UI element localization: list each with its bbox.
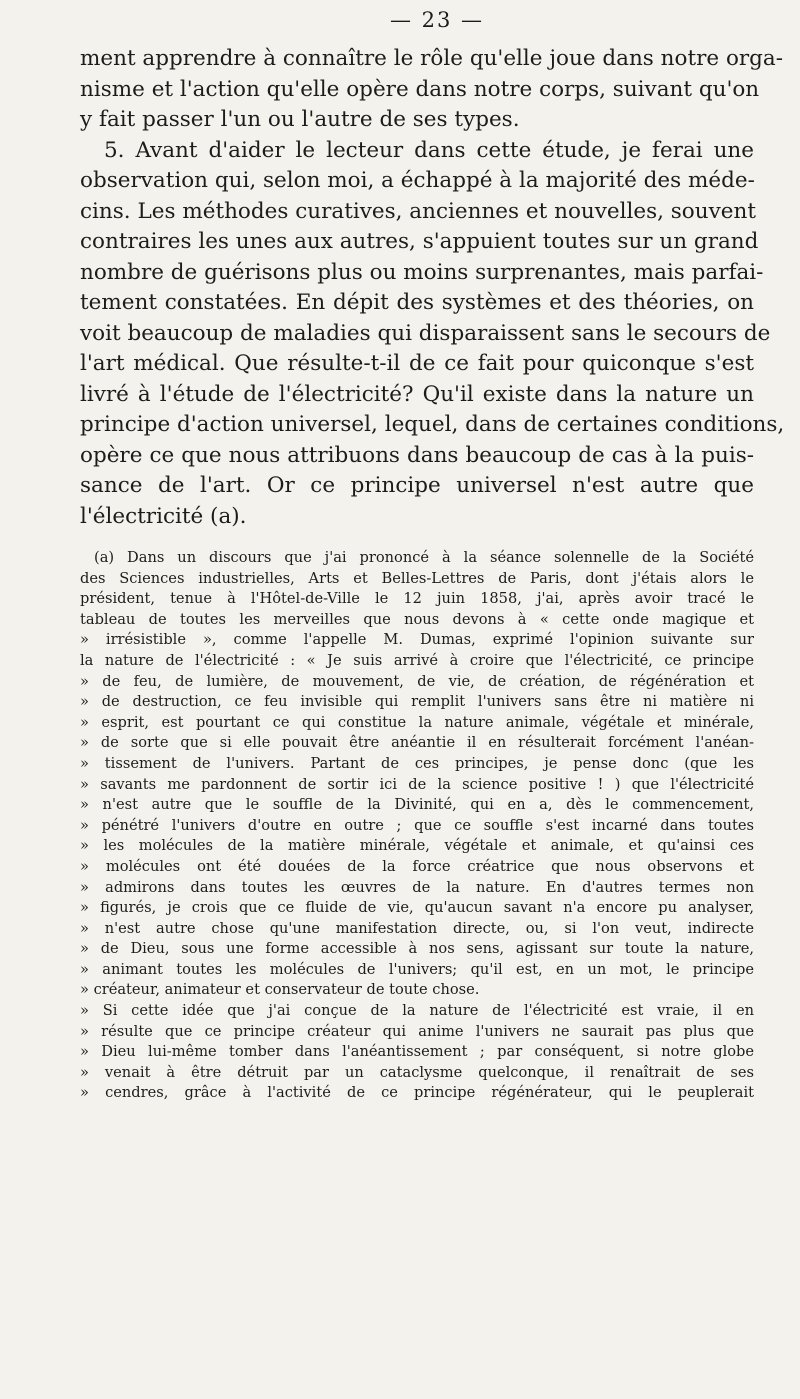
text-line: nisme et l'action qu'elle opère dans notre corps, suivant qu'on xyxy=(80,76,760,102)
footnote-line: » résulte que ce principe créateur qui anime l'univers ne saurait pas plus que xyxy=(80,1022,754,1040)
text-line: y fait passer l'un ou l'autre de ses types. xyxy=(80,107,520,132)
footnote xyxy=(80,548,754,1104)
text-line: ment apprendre à connaître le rôle qu'elle joue dans notre orga- xyxy=(80,46,784,71)
text-line: sance de l'art. Or ce principe universel n'est autre que xyxy=(80,473,754,498)
footnote-line: » animant toutes les molécules de l'univers; qu'il est, en un mot, le principe xyxy=(80,960,754,978)
footnote-line: » admirons dans toutes les œuvres de la nature. En d'autres termes non xyxy=(80,878,754,896)
text-line: nombre de guérisons plus ou moins surprenantes, mais parfai- xyxy=(80,259,764,285)
footnote-line: » molécules ont été douées de la force créatrice que nous observons et xyxy=(80,857,754,875)
text-line: livré à l'étude de l'électricité? Qu'il existe dans la nature un xyxy=(80,381,754,407)
text-line: voit beaucoup de maladies qui disparaissent sans le secours de xyxy=(80,320,771,346)
footnote-line: » n'est autre que le souffle de la Divinité, qui en a, dès le commencement, xyxy=(80,796,754,814)
text-line: principe d'action universel, lequel, dans de certaines conditions, xyxy=(80,412,785,437)
body-paragraph xyxy=(80,44,785,532)
footnote-line: » n'est autre chose qu'une manifestation directe, ou, si l'on veut, indirecte xyxy=(80,919,754,937)
footnote-line: » esprit, est pourtant ce qui constitue la nature animale, végétale et minérale, xyxy=(80,713,754,731)
footnote-line: » les molécules de la matière minérale, végétale et animale, et qu'ainsi ces xyxy=(80,837,754,855)
text-line: cins. Les méthodes curatives, anciennes et nouvelles, souvent xyxy=(80,198,756,224)
footnote-line: (a) Dans un discours que j'ai prononcé à la séance solennelle de la Société xyxy=(94,549,754,566)
footnote-line: des Sciences industrielles, Arts et Belles-Lettres de Paris, dont j'étais alors le xyxy=(80,569,754,587)
footnote-line: la nature de l'électricité : « Je suis arrivé à croire que l'électricité, ce principe xyxy=(80,651,754,669)
footnote-line: » tissement de l'univers. Partant de ces principes, je pense donc (que les xyxy=(80,754,754,772)
footnote-line: » venait à être détruit par un cataclysme quelconque, il renaîtrait de ses xyxy=(80,1063,754,1081)
text-line: 5. Avant d'aider le lecteur dans cette étude, je ferai une xyxy=(104,137,754,163)
footnote-line: » de sorte que si elle pouvait être anéantie il en résulterait forcément l'anéan- xyxy=(80,734,754,752)
footnote-line: » créateur, animateur et conservateur de toute chose. xyxy=(80,981,480,999)
footnote-line: » de Dieu, sous une forme accessible à nos sens, agissant sur toute la nature, xyxy=(80,940,754,958)
footnote-line: tableau de toutes les merveilles que nous devons à « cette onde magique et xyxy=(80,610,754,628)
footnote-line: » Si cette idée que j'ai conçue de la nature de l'électricité est vraie, il en xyxy=(80,1002,754,1020)
footnote-line: » irrésistible », comme l'appelle M. Dumas, exprimé l'opinion suivante sur xyxy=(80,631,754,649)
footnote-line: » figurés, je crois que ce fluide de vie, qu'aucun savant n'a encore pu analyser, xyxy=(80,899,754,917)
text-line: contraires les unes aux autres, s'appuient toutes sur un grand xyxy=(80,229,759,254)
footnote-line: » pénétré l'univers d'outre en outre ; que ce souffle s'est incarné dans toutes xyxy=(80,816,754,834)
page-number: — 23 — xyxy=(389,8,485,32)
main-text xyxy=(80,44,785,532)
text-line: l'art médical. Que résulte-t-il de ce fait pour quiconque s'est xyxy=(80,351,754,376)
footnote-line: président, tenue à l'Hôtel-de-Ville le 12 juin 1858, j'ai, après avoir tracé le xyxy=(80,590,754,608)
text-line: opère ce que nous attribuons dans beaucoup de cas à la puis- xyxy=(80,442,754,468)
footnote-line: » savants me pardonnent de sortir ici de la science positive ! ) que l'électricité xyxy=(80,775,754,793)
footnote-line: » de feu, de lumière, de mouvement, de vie, de création, de régénération et xyxy=(80,672,754,690)
text-line: l'électricité (a). xyxy=(80,503,247,529)
text-line: observation qui, selon moi, a échappé à la majorité des méde- xyxy=(80,168,755,193)
footnote-line: » Dieu lui-même tomber dans l'anéantissement ; par conséquent, si notre globe xyxy=(80,1043,754,1061)
footnote-line: » de destruction, ce feu invisible qui remplit l'univers sans être ni matière ni xyxy=(80,693,754,711)
text-line: tement constatées. En dépit des systèmes et des théories, on xyxy=(80,290,754,315)
footnote-line: » cendres, grâce à l'activité de ce principe régénérateur, qui le peuplerait xyxy=(80,1084,754,1102)
